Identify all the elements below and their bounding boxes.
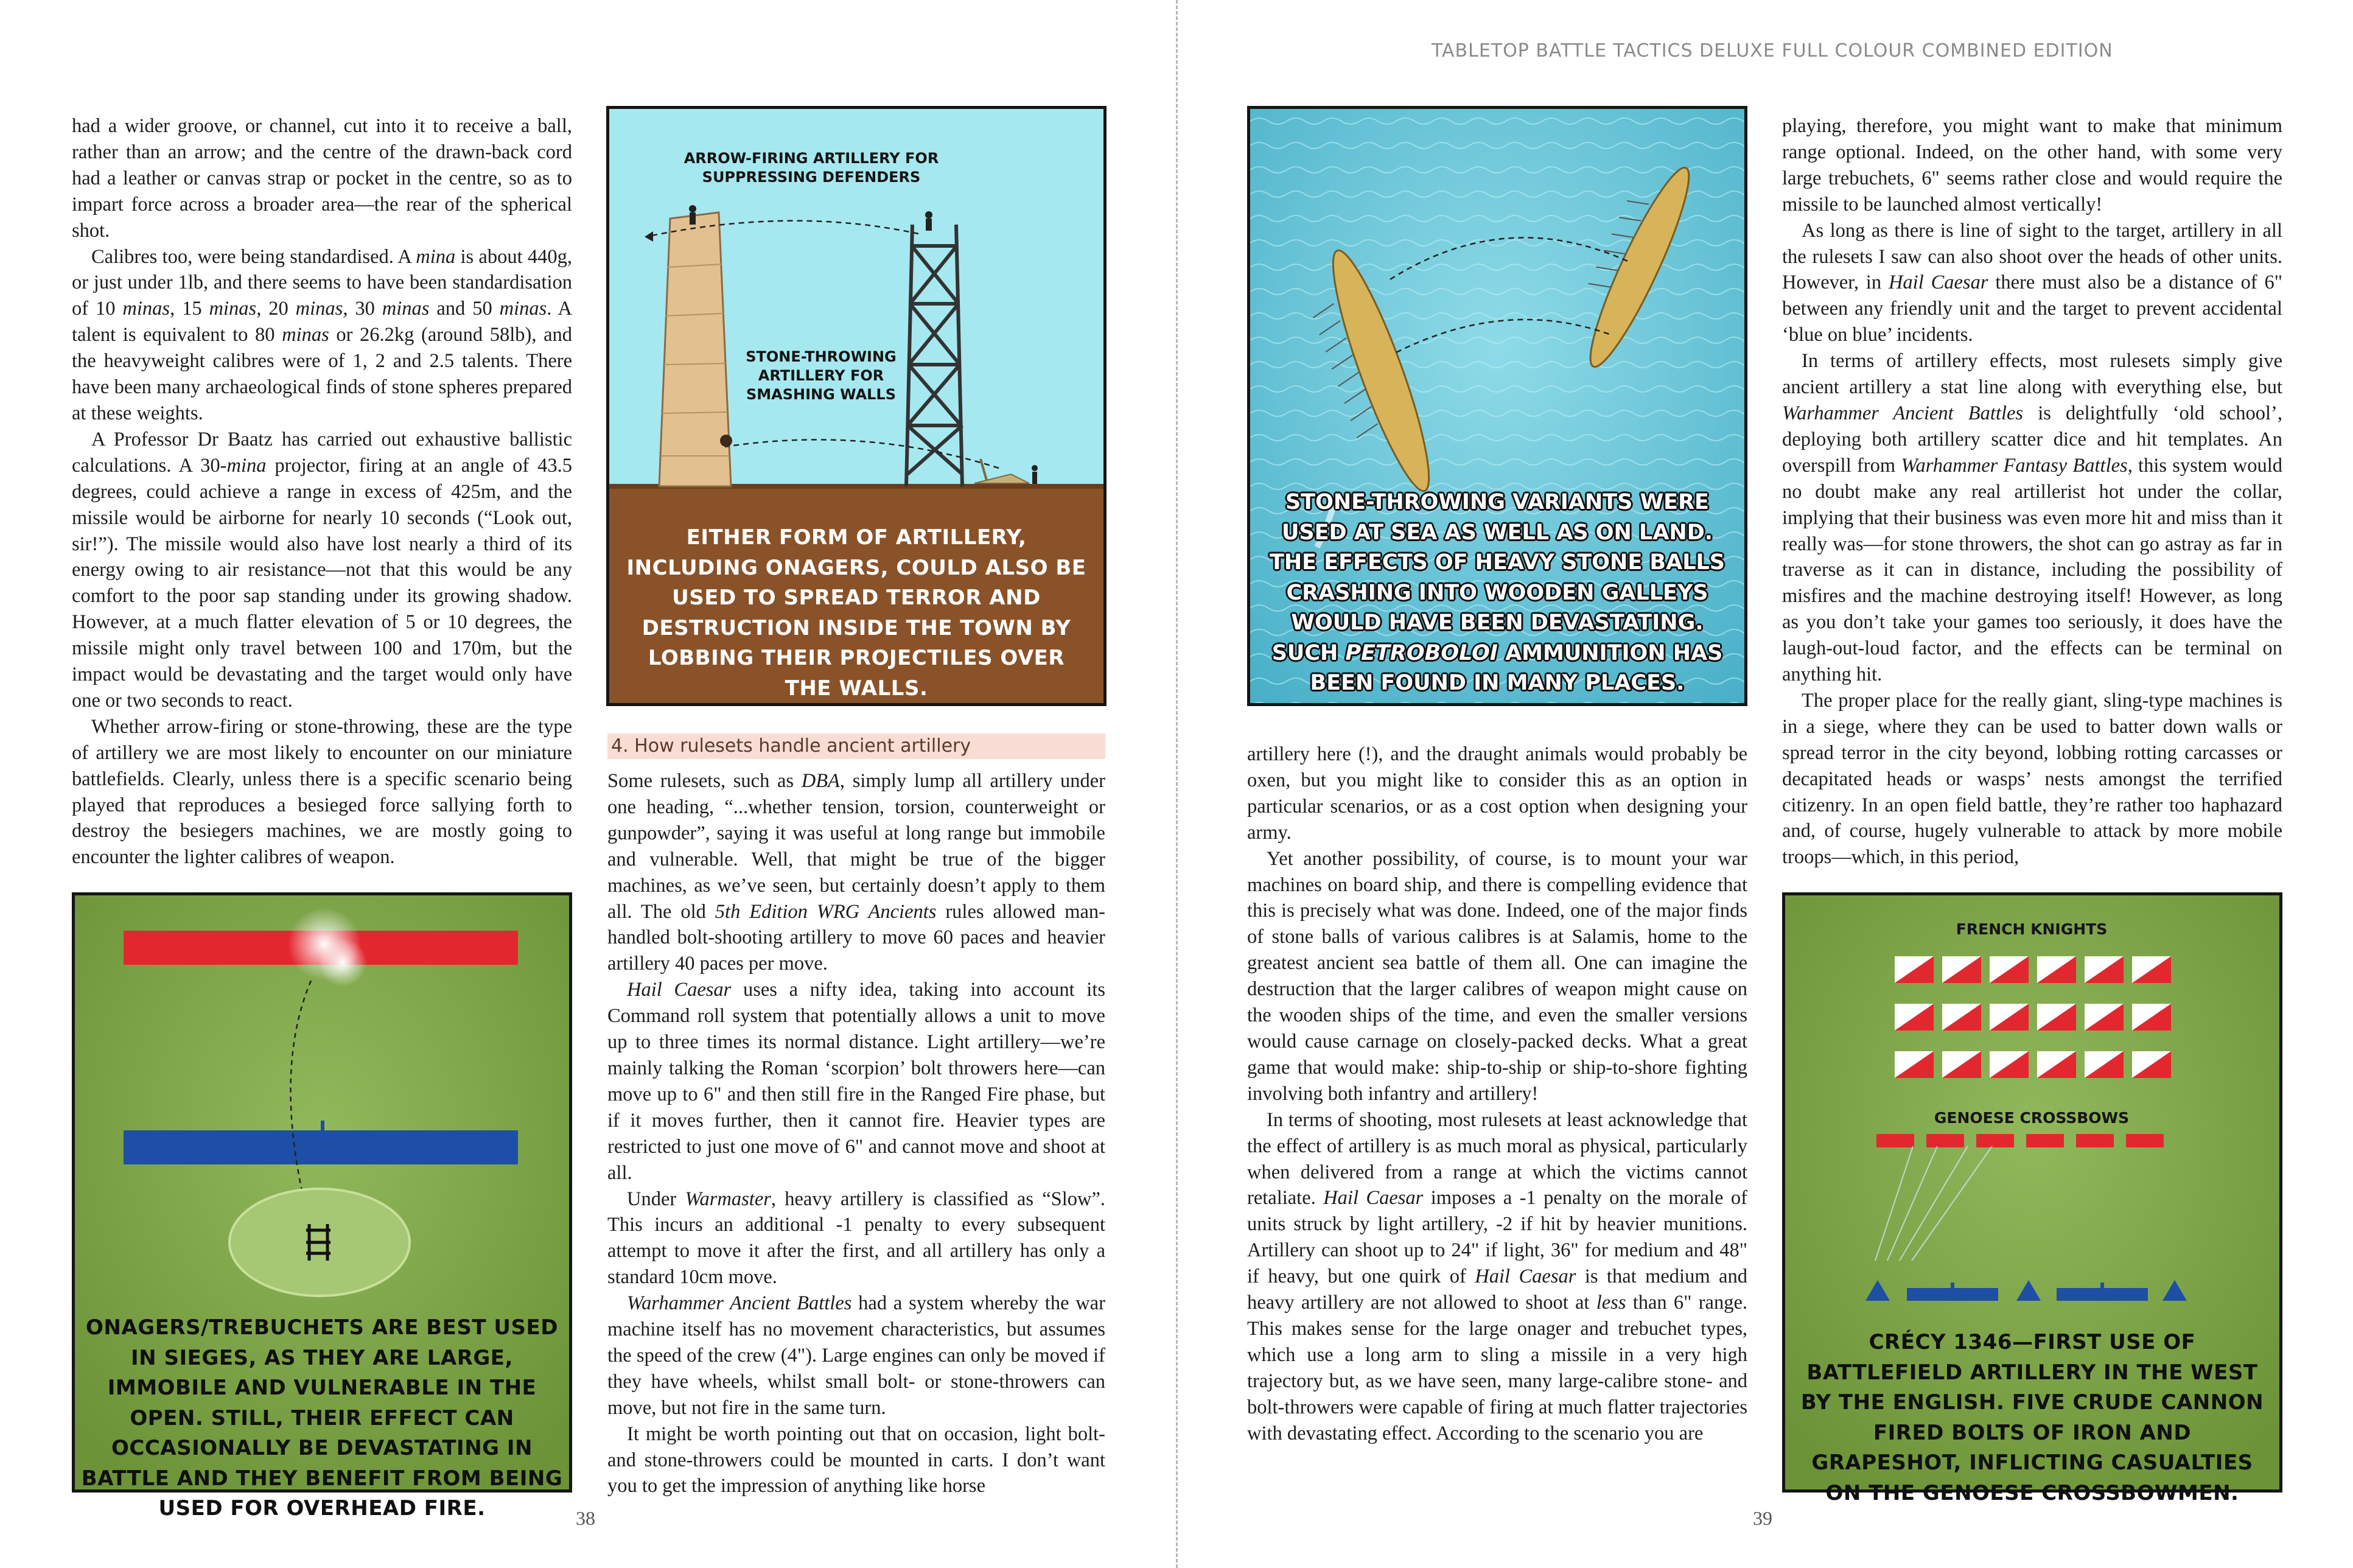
left-page-column-1 [72, 113, 572, 870]
paragraph: In terms of shooting, most rulesets at least acknowledge that the effect of artillery is as much moral as physical, particularly when delivered from a range at which the victims cannot retaliate. Hail Caesar imposes a -1 penalty on the morale of units struck by light artillery, -2 if hit by heavier munitions. Artillery can shoot up to 24" if light, 36" for medium and 48" if heavy, but one quirk of Hail Caesar is that medium and heavy artillery are not allowed to shoot at less than 6" range. This makes sense for the large onager and trebuchet types, which use a long arm to sling a missile in a very high trajectory but, as we have seen, many large-calibre stone- and bolt-throwers were capable of firing at much flatter trajectories with devastating effect. According to the scenario you are [1247, 1108, 1747, 1444]
knight-unit [2037, 1004, 2076, 1031]
paragraph: Calibres too, were being standardised. A mina is about 440g, or just under 1lb, and there seems to have been standardisation of 10 minas, 15 minas, 20 minas, 30 minas and 50 minas. A talent is equivalent to 80 minas or 26.2kg (around 58lb), and the heavyweight calibres were of 1, 2 and 2.5 talents. There have been many archaeological finds of stone spheres prepared at these weights. [72, 245, 573, 424]
right-page-column-1 [1247, 741, 1747, 1446]
knight-unit [1942, 1051, 1981, 1078]
page-number-right: 39 [1753, 1507, 1772, 1529]
paragraph: Some rulesets, such as DBA, simply lump all artillery under one heading, “...whether tension, torsion, counterweight or gunpowder”, saying it was useful at long range but immobile and vulnerable. Well, that might be true of the bigger machines, as we’ve seen, but certainly doesn’t apply to them all. The old 5th Edition WRG Ancients rules allowed man-handled bolt-shooting artillery to move 60 paces and heavier artillery 40 paces per move. [607, 770, 1105, 975]
genoese-crossbows-label: GENOESE CROSSBOWS [1934, 1109, 2130, 1127]
paragraph: Under Warmaster, heavy artillery is classified as “Slow”. This incurs an additional -1 penalty to every subsequent attempt to move it after the first, and all artillery has only a standard 10cm move. [607, 1188, 1106, 1289]
paragraph: Hail Caesar uses a nifty idea, taking into account its Command roll system that potentially allows a unit to move up to three times its normal distance. Light artillery—we’re mainly talking the Roman ‘scorpion’ bolt throwers here—can move up to 6" and then still fire in the Ranged Fire phase, but if it moves further, then it cannot fire. Heavier types are restricted to just one move of 6" and cannot move and shoot at all. [607, 979, 1105, 1184]
crossbow-unit [2126, 1134, 2164, 1147]
left-page-column-2 [607, 768, 1105, 1499]
crossbow-unit [1876, 1134, 1914, 1147]
knight-unit [2132, 956, 2171, 983]
stone-artillery-label: STONE-THROWING ARTILLERY FOR SMASHING WALLS [746, 348, 897, 403]
crecy-battle-illustration [1782, 892, 2282, 1505]
knight-unit [1895, 1004, 1934, 1031]
paragraph: It might be worth pointing out that on occasion, light bolt- and stone-throwers could be mounted in carts. I don’t want you to get the impression of anything like horse [607, 1423, 1105, 1497]
paragraph: Warhammer Ancient Battles had a system whereby the war machine itself has no movement characteristics, but assumes the speed of the crew (4"). Large engines can only be moved if they have wheels, whilst small bolt- or stone-throwers can move, but not fire in the same turn. [607, 1292, 1105, 1419]
paragraph: Whether arrow-firing or stone-throwing, these are the type of artillery we are most likely to encounter on our miniature battlefields. Clearly, unless there is a specific scenario being played that reproduces a besieged force sallying forth to destroy the besiegers machines, we are mostly going to encounter the lighter calibres of weapon. [72, 715, 572, 869]
onager-battlefield-illustration [72, 892, 572, 1521]
paragraph: had a wider groove, or channel, cut into it to receive a ball, rather than an arrow; and the centre of the drawn-back cord had a leather or canvas strap or pocket in the centre, so as to impart force across a broader area—the rear of the spherical shot. [72, 115, 572, 242]
siege-caption: EITHER FORM OF ARTILLERY, INCLUDING ONAGERS, COULD ALSO BE USED TO SPREAD TERROR AND DESTRUCTION INSIDE THE TOWN BY LOBBING THEIR PROJECTILES OVER THE WALLS. [626, 525, 1086, 701]
paragraph: As long as there is line of sight to the target, artillery in all the rulesets I saw can also shoot over the heads of other units. However, in Hail Caesar there must also be a distance of 6" between any friendly unit and the target to prevent accidental ‘blue on blue’ incidents. [1782, 219, 2283, 346]
french-knights-label: FRENCH KNIGHTS [1956, 920, 2108, 938]
knight-unit [1895, 956, 1934, 983]
knight-unit [1942, 956, 1981, 983]
knight-unit [2132, 1004, 2171, 1031]
knight-unit [1990, 1051, 2029, 1078]
knight-unit [1942, 1004, 1981, 1031]
paragraph: artillery here (!), and the draught animals would probably be oxen, but you might like to consider this as an option in particular scenarios, or as a cost option when designing your army. [1247, 743, 1747, 844]
page-number-left: 38 [576, 1507, 595, 1529]
crossbow-unit [2026, 1134, 2064, 1147]
siege-artillery-illustration [606, 106, 1107, 706]
knight-unit [2085, 1004, 2124, 1031]
crossbow-unit [1926, 1134, 1964, 1147]
section-heading: 4. How rulesets handle ancient artillery [607, 733, 1105, 759]
paragraph: In terms of artillery effects, most rulesets simply give ancient artillery a stat line along with everything else, but Warhammer Ancient Battles is delightfully ‘old school’, deploying both artillery scatter dice and hit templates. An overspill from Warhammer Fantasy Battles, this system would no doubt make any real artillerist hot under the collar, implying that their business was even more hit and miss than it really was—for stone throwers, the shot can go astray as far in traverse as it can in distance, including the possibility of misfires and the machine destroying itself! However, as long as you don’t take your games too seriously, it does have the laugh-out-loud factor, and the effects can be terminal on anything hit. [1782, 350, 2282, 686]
onager-caption: ONAGERS/TREBUCHETS ARE BEST USED IN SIEGES, AS THEY ARE LARGE, IMMOBILE AND VULNERABLE IN THE OPEN. STILL, THEIR EFFECT CAN OCCASIONALLY BE DEVASTATING IN BATTLE AND THEY BENEFIT FROM BEING USED FOR OVERHEAD FIRE. [81, 1315, 563, 1521]
knight-unit [1990, 956, 2029, 983]
right-page-column-2 [1782, 113, 2282, 870]
paragraph: Yet another possibility, of course, is to mount your war machines on board ship, and there is compelling evidence that this is precisely what was done. Indeed, one of the major finds of stone balls of various calibres is at Salamis, home to the greatest ancient sea battle of them all. One can imagine the destruction that the larger calibres of weapon might cause on the wooden ships of the time, and even the smaller versions would cause carnage on closely-packed decks. What a great game that would make: ship-to-ship or ship-to-shore fighting involving both infantry and artillery! [1247, 847, 1747, 1105]
page-gutter-divider [1176, 0, 1178, 1568]
crossbow-unit [2076, 1134, 2114, 1147]
naval-caption: STONE-THROWING VARIANTS WERE USED AT SEA AS WELL AS ON LAND. THE EFFECTS OF HEAVY STONE BALLS CRASHING INTO WOODEN GALLEYS WOULD HAVE BEEN DEVASTATING. SUCH PETROBOLOI AMMUNITION HAS BEEN FOUND IN MANY PLACES. [1269, 490, 1725, 695]
paragraph: The proper place for the really giant, sling-type machines is in a siege, where they can be used to batter down walls or spread terror in the city beyond, lobbing rotting carcasses or decapitated heads or wasps’ nests amongst the terrified citizenry. In an open field battle, they’re rather too haphazard and, of course, hugely vulnerable to attack by more mobile troops—which, in this period, [1782, 689, 2282, 869]
knight-unit [1990, 1004, 2029, 1031]
knight-unit [2085, 956, 2124, 983]
crossbow-unit [1976, 1134, 2014, 1147]
knight-unit [2037, 956, 2076, 983]
knight-unit [1895, 1051, 1934, 1078]
knight-unit [2132, 1051, 2171, 1078]
paragraph: A Professor Dr Baatz has carried out exhaustive ballistic calculations. A 30-mina projector, firing at an angle of 43.5 degrees, could achieve a range in excess of 425m, and the missile would be airborne for nearly 10 seconds (“Look out, sir!”). The missile would also have lost nearly a third of its energy owing to air resistance—not that this would be any comfort to the poor sap standing under its growing shadow. However, at a much flatter elevation of 5 or 10 degrees, the missile might only travel between 100 and 170m, but the impact would be devastating and the target would only have one or two seconds to react. [72, 428, 572, 712]
running-head: TABLETOP BATTLE TACTICS DELUXE FULL COLOUR COMBINED EDITION [1432, 40, 2113, 61]
paragraph: playing, therefore, you might want to make that minimum range optional. Indeed, on the other hand, with some very large trebuchets, 6" seems rather close and would require the missile to be launched almost vertically! [1782, 115, 2282, 215]
arrow-artillery-label: ARROW-FIRING ARTILLERY FOR SUPPRESSING DEFENDERS [684, 150, 939, 186]
crecy-caption: CRÉCY 1346—FIRST USE OF BATTLEFIELD ARTILLERY IN THE WEST BY THE ENGLISH. FIVE CRUDE CANNON FIRED BOLTS OF IRON AND GRAPESHOT, INFLICTING CASUALTIES ON THE GENOESE CROSSBOWMEN. [1800, 1330, 2264, 1505]
naval-artillery-illustration [1247, 106, 1747, 706]
knight-unit [2037, 1051, 2076, 1078]
knight-unit [2085, 1051, 2124, 1078]
